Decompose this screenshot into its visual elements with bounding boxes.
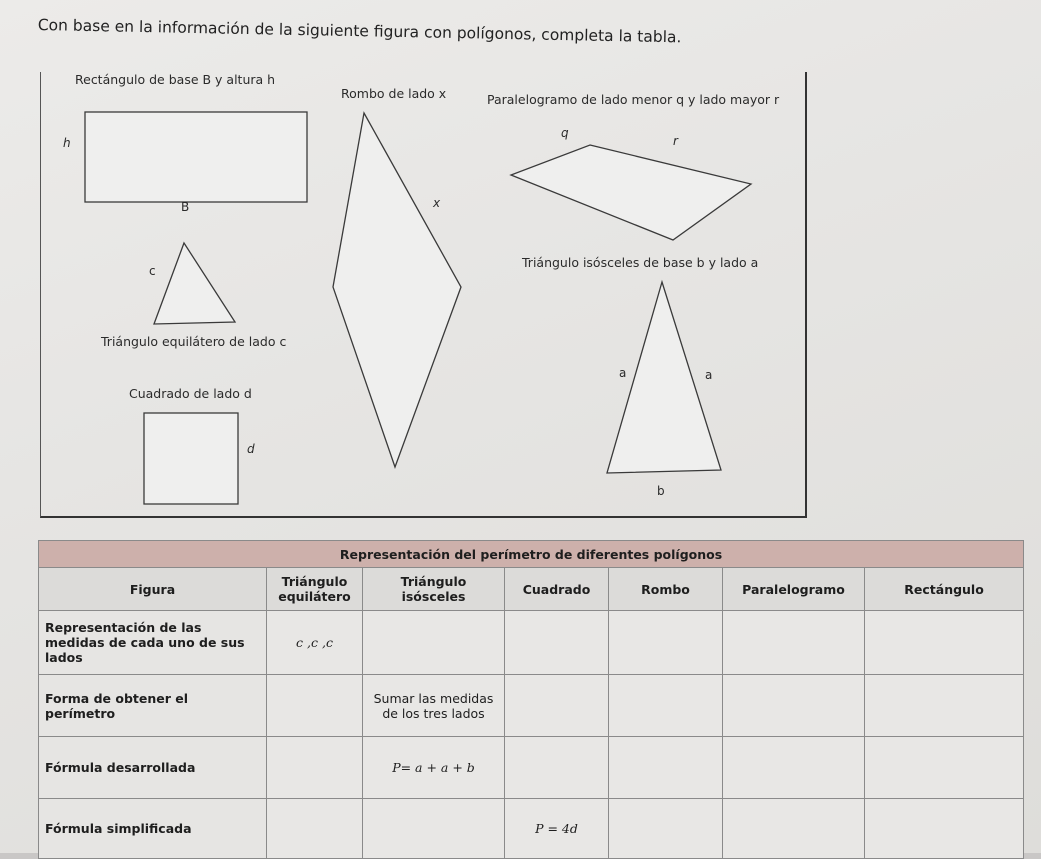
header-figura: Figura [39,568,267,611]
square-label: Cuadrado de lado d [129,386,252,401]
row-label-formula-simplificada: Fórmula simplificada [39,799,267,859]
table-row [39,799,1024,859]
table-cell[interactable] [723,737,865,799]
perimeter-table [38,540,1024,859]
row-label-representacion: Representación de las medidas de cada uno de sus lados [39,611,267,675]
table-cell[interactable]: P = 4d [505,799,609,859]
parallelogram-label: Paralelogramo de lado menor q y lado mayor r [487,92,780,107]
table-cell[interactable] [363,799,505,859]
figures-panel [40,72,807,518]
header-triangulo-equilatero: Triángulo equilátero [267,568,363,611]
rhombus-side-var: x [433,196,441,210]
table-row [39,675,1024,737]
header-rombo: Rombo [609,568,723,611]
square-shape [144,413,238,504]
table-row [39,611,1024,675]
figures-drawing [41,72,805,516]
table-cell[interactable] [505,737,609,799]
table-cell[interactable] [609,737,723,799]
table-cell[interactable]: P= a + a + b [363,737,505,799]
table-cell[interactable] [609,799,723,859]
isosceles-base-var: b [657,484,665,498]
parallelogram-long-var: r [673,134,678,148]
table-cell[interactable] [865,799,1024,859]
equilateral-triangle-shape [154,243,235,324]
header-triangulo-isosceles: Triángulo isósceles [363,568,505,611]
rhombus-label: Rombo de lado x [341,86,447,101]
rectangle-label: Rectángulo de base B y altura h [75,72,276,87]
table-cell[interactable] [865,737,1024,799]
table-cell[interactable] [723,799,865,859]
row-label-formula-desarrollada: Fórmula desarrollada [39,737,267,799]
header-cuadrado: Cuadrado [505,568,609,611]
table-cell[interactable] [723,611,865,675]
isosceles-right-side-var: a [705,368,713,382]
table-cell[interactable]: c ,c ,c [267,611,363,675]
table-cell[interactable] [267,737,363,799]
table-row [39,737,1024,799]
table-cell[interactable] [505,675,609,737]
table-cell[interactable] [723,675,865,737]
rhombus-shape [333,113,461,467]
header-rectangulo: Rectángulo [865,568,1024,611]
table-cell[interactable] [267,675,363,737]
table-cell[interactable] [865,611,1024,675]
rectangle-shape [85,112,307,202]
perimeter-table-container [38,540,1023,859]
table-cell[interactable]: Sumar las medidas de los tres lados [363,675,505,737]
table-cell[interactable] [363,611,505,675]
row-label-forma-perimetro: Forma de obtener el perímetro [39,675,267,737]
parallelogram-short-var: q [561,126,569,140]
isosceles-left-side-var: a [619,366,627,380]
instruction-text: Con base en la información de la siguiente figura con polígonos, completa la tabla. [37,16,682,47]
table-title: Representación del perímetro de diferentes polígonos [39,541,1024,568]
table-cell[interactable] [609,675,723,737]
rectangle-base-var: B [181,200,190,214]
equilateral-triangle-label: Triángulo equilátero de lado c [101,334,287,349]
isosceles-triangle-label: Triángulo isósceles de base b y lado a [522,255,759,270]
square-side-var: d [247,442,255,456]
table-cell[interactable] [267,799,363,859]
parallelogram-shape [511,145,751,240]
header-paralelogramo: Paralelogramo [723,568,865,611]
table-cell[interactable] [609,611,723,675]
table-cell[interactable] [505,611,609,675]
rectangle-height-var: h [63,136,71,150]
equilateral-side-var: c [149,264,156,278]
table-cell[interactable] [865,675,1024,737]
